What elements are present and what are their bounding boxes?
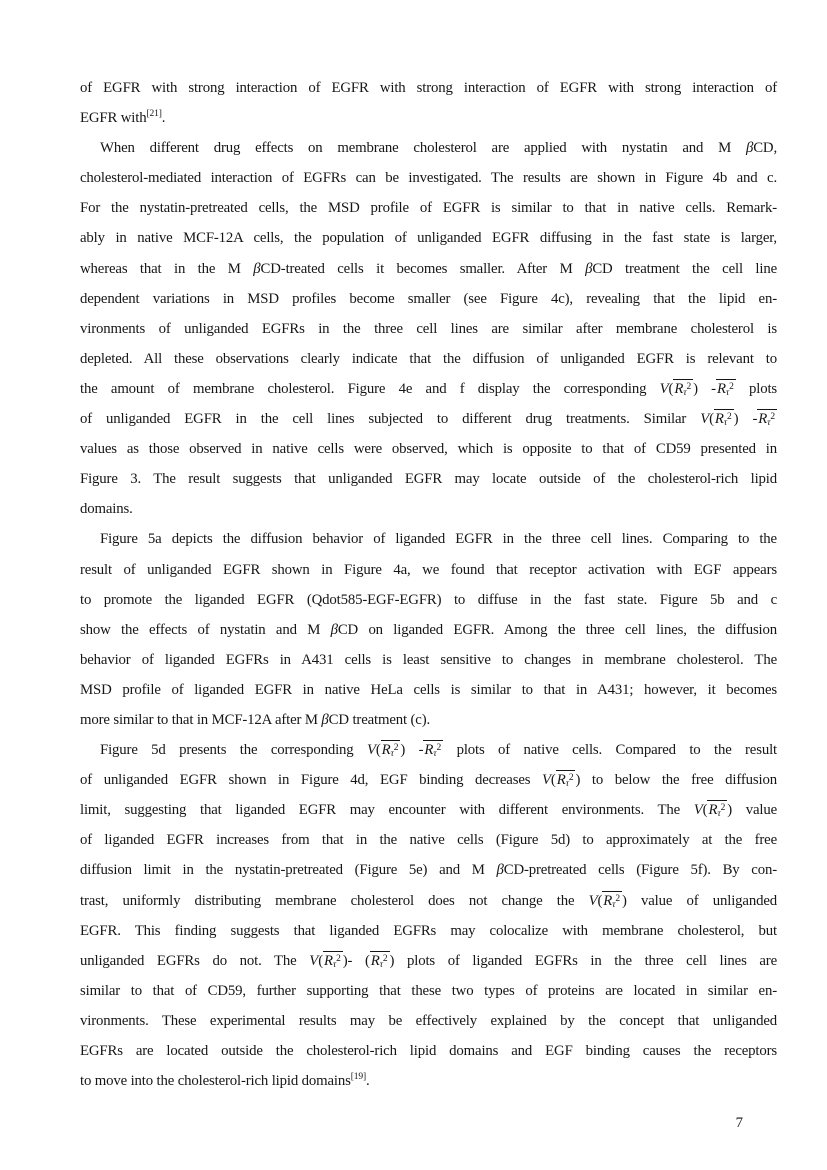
text-line: Figure 5d presents the corresponding $V(R_\tau^2$ ) $-R_\tau^2$ plots of native cells. Compared to the result	[100, 742, 778, 760]
text-line: EGFRs are located outside the cholesterol-rich lipid domains and EGF binding causes the receptors	[80, 1043, 777, 1059]
text-line: of unliganded EGFR shown in Figure 4d, EGF binding decreases $V(R_\tau^2$ ) to below the free diffusion	[80, 772, 777, 790]
overline-math-term: $R_\tau^2$	[708, 802, 726, 820]
text-line: dependent variations in MSD profiles become smaller (see Figure 4c), revealing that the lipid en-	[80, 290, 777, 307]
citation-reference: [21]	[146, 109, 162, 120]
text-line: trast, uniformly distributing membrane cholesterol does not change the $V(R_\tau^2$ ) value of unliganded	[80, 892, 777, 910]
overline-math-term: $R_\tau^2$	[603, 892, 621, 910]
greek-beta-symbol: β	[585, 260, 593, 277]
overline-math-term: $R_\tau^2$	[556, 772, 574, 790]
greek-beta-symbol: β	[321, 711, 329, 728]
overline-math-term: $R_\tau^2$	[674, 380, 692, 398]
text-line: EGFR. This finding suggests that liganded EGFRs may colocalize with membrane cholesterol, but	[80, 922, 777, 939]
text-line: cholesterol-mediated interaction of EGFRs can be investigated. The results are shown in Figure 4b and c.	[80, 170, 778, 187]
text-line: When different drug effects on membrane cholesterol are applied with nystatin and M βCD,	[100, 140, 777, 157]
text-line: depleted. All these observations clearly indicate that the diffusion of unliganded EGFR is relevant to	[80, 350, 777, 367]
paragraph	[80, 73, 777, 133]
text-line: For the nystatin-pretreated cells, the MSD profile of EGFR is similar to that in native cells. Remark-	[80, 200, 777, 217]
text-line: the amount of membrane cholesterol. Figure 4e and f display the corresponding $V(R_\tau^2$ ) $-R_\tau^2$ plots	[80, 380, 778, 398]
math-variable: V	[542, 772, 551, 789]
text-line: EGFR with[21].	[80, 109, 166, 127]
text-line: of unliganded EGFR in the cell lines subjected to different drug treatments. Similar $V(R_\tau^2$ ) $-R_\tau^2$	[80, 411, 775, 429]
text-line: more similar to that in MCF-12A after M βCD treatment (c).	[80, 711, 431, 728]
text-line: behavior of liganded EGFRs in A431 cells is least sensitive to changes in membrane cholesterol. The	[80, 651, 777, 668]
overline-math-term: $R_\tau^2$	[323, 952, 341, 970]
greek-beta-symbol: β	[496, 862, 504, 879]
text-line: Figure 3. The result suggests that unliganded EGFR may locate outside of the cholesterol-rich lipid	[80, 471, 777, 488]
math-variable: V	[700, 411, 710, 428]
overline-math-term: $R_\tau^2$	[424, 742, 442, 760]
text-line: MSD profile of liganded EGFR in native HeLa cells is similar to that in A431; however, it becomes	[80, 681, 777, 698]
overline-math-term: $R_\tau^2$	[716, 380, 734, 398]
math-variable: V	[693, 802, 703, 819]
body-text	[80, 73, 777, 1096]
greek-beta-symbol: β	[745, 140, 754, 157]
text-line: Figure 5a depicts the diffusion behavior of liganded EGFR in the three cell lines. Comparing to the	[100, 531, 777, 548]
text-line: unliganded EGFRs do not. The $V(R_\tau^2$ )- ($R_\tau^2$ ) plots of liganded EGFRs in the three cell lines are	[80, 952, 778, 970]
text-line: similar to that of CD59, further supporting that these two types of proteins are located in similar en-	[80, 982, 777, 999]
text-line: diffusion limit in the nystatin-pretreated (Figure 5e) and M βCD-pretreated cells (Figure 5f). By con-	[80, 862, 777, 879]
text-line: vironments of unliganded EGFRs in the three cell lines are similar after membrane cholesterol is	[80, 320, 777, 337]
overline-math-term: $R_\tau^2$	[381, 742, 399, 760]
text-line: result of unliganded EGFR shown in Figure 4a, we found that receptor activation with EGF appears	[80, 561, 777, 578]
text-line: to promote the liganded EGFR (Qdot585-EGF-EGFR) to diffuse in the fast state. Figure 5b and c	[80, 591, 777, 608]
text-line: values as those observed in native cells were observed, which is opposite to that of CD59 presented in	[80, 441, 777, 458]
math-variable: V	[588, 892, 598, 909]
overline-math-term: $R_\tau^2$	[714, 411, 732, 429]
text-line: of liganded EGFR increases from that in the native cells (Figure 5d) to approximately at the free	[80, 832, 777, 849]
text-line: ably in native MCF-12A cells, the population of unliganded EGFR diffusing in the fast state is larger,	[80, 230, 777, 247]
overline-math-term: $R_\tau^2$	[758, 411, 775, 429]
text-line: to move into the cholesterol-rich lipid domains[19].	[80, 1072, 370, 1090]
greek-beta-symbol: β	[253, 260, 261, 277]
paragraph	[80, 524, 777, 735]
math-variable: V	[659, 380, 669, 397]
text-line: vironments. These experimental results may be effectively explained by the concept that unliganded	[80, 1012, 777, 1029]
math-variable: V	[366, 742, 376, 759]
text-line: domains.	[80, 501, 133, 518]
text-line: show the effects of nystatin and M βCD on liganded EGFR. Among the three cell lines, the diffusion	[80, 621, 778, 638]
page-number: 7	[735, 1115, 743, 1131]
text-line: of EGFR with strong interaction of EGFR with strong interaction of EGFR with strong interaction of	[80, 80, 777, 96]
paragraph	[80, 133, 777, 524]
greek-beta-symbol: β	[330, 621, 338, 638]
math-variable: V	[309, 952, 319, 969]
paragraph	[80, 735, 777, 1096]
overline-math-term: $R_\tau^2$	[370, 952, 388, 970]
citation-reference: [19]	[350, 1072, 366, 1083]
text-line: limit, suggesting that liganded EGFR may encounter with different environments. The $V(R_\tau^2$ ) value	[80, 802, 778, 820]
text-line: whereas that in the M βCD-treated cells it becomes smaller. After M βCD treatment the cell line	[80, 260, 778, 277]
